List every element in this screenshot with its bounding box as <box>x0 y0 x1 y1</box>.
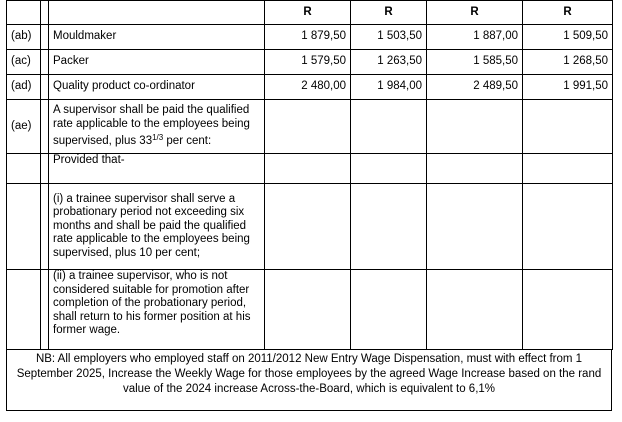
row-value: 1 503,50 <box>351 25 427 50</box>
empty-cell <box>523 184 613 270</box>
header-desc-cell <box>49 1 265 25</box>
empty-cell <box>523 100 613 154</box>
row-value: 1 268,50 <box>523 50 613 75</box>
row-value: 1 579,50 <box>265 50 351 75</box>
empty-cell <box>523 270 613 350</box>
supervisor-rule-fraction: 1/3 <box>152 133 164 143</box>
table-row <box>7 50 613 75</box>
header-currency-1: R <box>265 1 351 25</box>
row-value: 2 489,50 <box>427 75 523 100</box>
empty-cell <box>427 154 523 184</box>
row-code: (ac) <box>7 50 41 75</box>
header-currency-2: R <box>351 1 427 25</box>
supervisor-row <box>7 100 613 154</box>
supervisor-rule-tail: per cent: <box>163 135 212 148</box>
wage-table-container <box>6 0 612 411</box>
row-value: 1 984,00 <box>351 75 427 100</box>
row-code-empty <box>7 154 41 184</box>
currency-header-row <box>7 1 613 25</box>
row-tick <box>41 25 49 50</box>
row-value: 1 887,00 <box>427 25 523 50</box>
empty-cell <box>427 270 523 350</box>
header-code-cell <box>7 1 41 25</box>
supervisor-rule-text <box>49 100 265 154</box>
row-code: (ae) <box>7 100 41 154</box>
clause-ii-text: (ii) a trainee supervisor, who is not considered suitable for promotion after completion of the probationary period, shall return to his former position at his former wage. <box>49 270 265 350</box>
empty-cell <box>523 154 613 184</box>
nb-note: NB: All employers who employed staff on 2011/2012 New Entry Wage Dispensation, must with effect from 1 September 2025, Increase the Weekly Wage for those employees by the agreed Wage Increase based on the rand value of the 2024 increase Across-the-Board, which is equivalent to 6,1% <box>6 350 612 411</box>
row-value: 1 509,50 <box>523 25 613 50</box>
row-value: 1 991,50 <box>523 75 613 100</box>
row-code: (ab) <box>7 25 41 50</box>
supervisor-rule-main: A supervisor shall be paid the qualified rate applicable to the employees being supervised, plus 33 <box>53 104 250 148</box>
table-row <box>7 75 613 100</box>
row-tick <box>41 270 49 350</box>
row-tick <box>41 184 49 270</box>
empty-cell <box>265 154 351 184</box>
clause-i-text: (i) a trainee supervisor shall serve a probationary period not exceeding six months and shall be paid the qualified rate applicable to the employees being supervised, plus 10 per cent; <box>49 184 265 270</box>
row-code-empty <box>7 184 41 270</box>
empty-cell <box>265 184 351 270</box>
row-tick <box>41 154 49 184</box>
empty-cell <box>351 154 427 184</box>
row-description: Packer <box>49 50 265 75</box>
table-row <box>7 25 613 50</box>
header-currency-3: R <box>427 1 523 25</box>
header-currency-4: R <box>523 1 613 25</box>
row-code-empty <box>7 270 41 350</box>
row-value: 1 263,50 <box>351 50 427 75</box>
row-value: 1 585,50 <box>427 50 523 75</box>
empty-cell <box>351 270 427 350</box>
row-tick <box>41 50 49 75</box>
empty-cell <box>265 100 351 154</box>
provided-row <box>7 154 613 184</box>
clause-i-row <box>7 184 613 270</box>
row-description: Mouldmaker <box>49 25 265 50</box>
empty-cell <box>427 184 523 270</box>
header-tick-cell <box>41 1 49 25</box>
empty-cell <box>265 270 351 350</box>
clause-ii-row <box>7 270 613 350</box>
row-code: (ad) <box>7 75 41 100</box>
wage-table <box>6 0 613 350</box>
row-tick <box>41 75 49 100</box>
provided-text: Provided that- <box>49 154 265 184</box>
empty-cell <box>351 184 427 270</box>
empty-cell <box>427 100 523 154</box>
row-value: 1 879,50 <box>265 25 351 50</box>
row-description: Quality product co-ordinator <box>49 75 265 100</box>
row-value: 2 480,00 <box>265 75 351 100</box>
row-tick <box>41 100 49 154</box>
empty-cell <box>351 100 427 154</box>
